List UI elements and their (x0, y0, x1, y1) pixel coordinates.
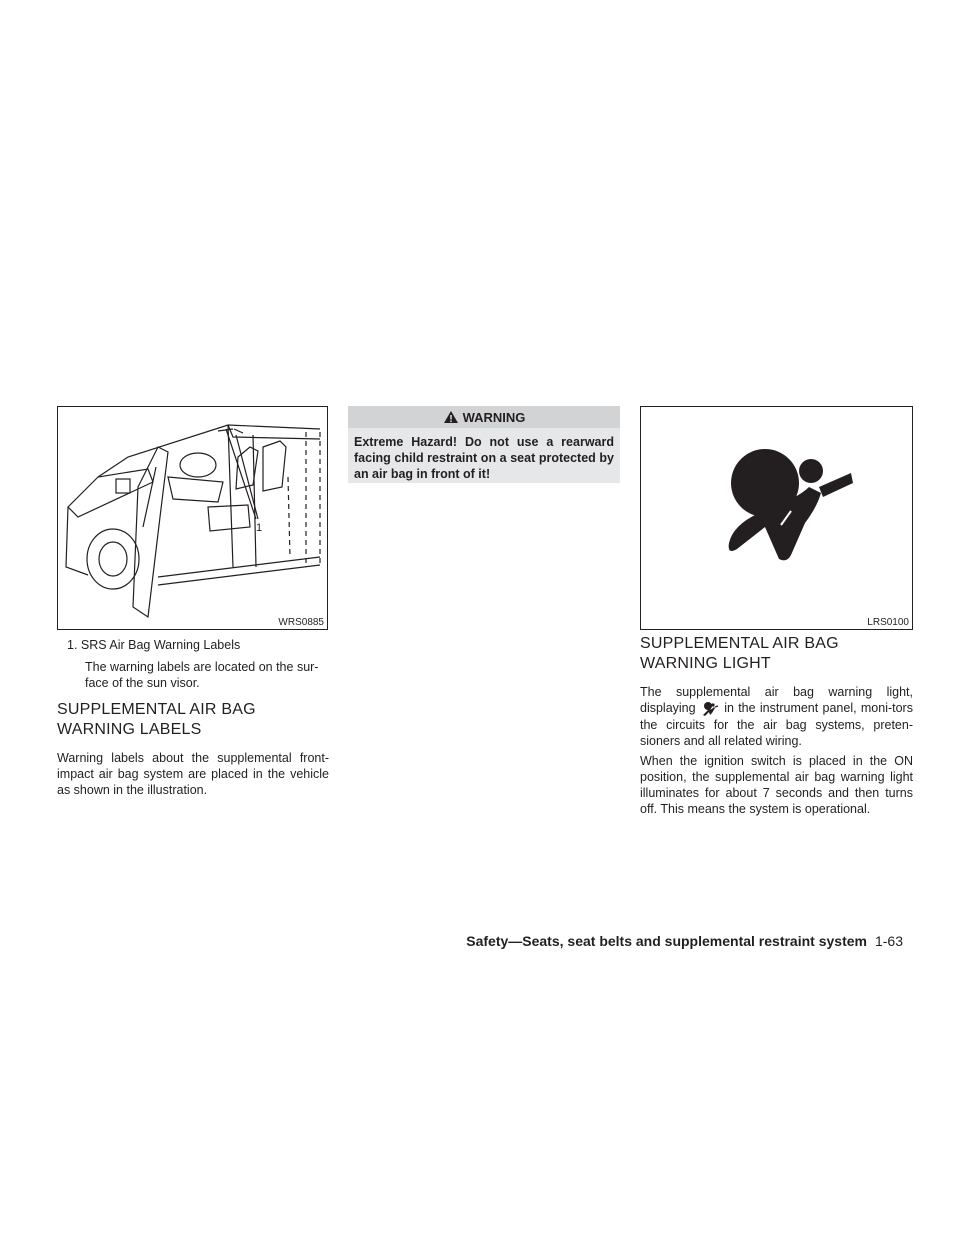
left-caption (57, 637, 329, 691)
figure-code: LRS0100 (867, 617, 909, 628)
warning-header (348, 406, 620, 428)
light-body-paragraph-1: The supplemental air bag warning light, displaying in the instrument panel, moni-tors the circuits for the air bag systems, preten-sioners and all related wiring. (640, 685, 913, 748)
labels-section (57, 700, 329, 798)
section-heading-light: SUPPLEMENTAL AIR BAG WARNING LIGHT (640, 635, 839, 672)
light-body-paragraph-2: When the ignition switch is placed in the ON position, the supplemental air bag warning light illuminates for about 7 seconds and then turns off. This means the system is operational. (640, 753, 913, 816)
caption-description: The warning labels are located on the sur-face of the sun visor. (85, 660, 319, 690)
callout-number: 1 (256, 522, 263, 534)
page-number: 1-63 (874, 933, 903, 949)
warning-title: WARNING (462, 409, 526, 425)
light-section (640, 634, 913, 817)
truck-interior-figure (57, 406, 328, 630)
warning-triangle-icon (443, 410, 459, 424)
airbag-warning-icon (641, 407, 912, 629)
section-heading-labels: SUPPLEMENTAL AIR BAG WARNING LABELS (57, 701, 256, 738)
warning-body: Extreme Hazard! Do not use a rearward facing child restraint on a seat protected by an air bag in front of it! (348, 428, 620, 483)
footer-section-title: Safety—Seats, seat belts and supplemental restraint system (466, 933, 867, 949)
airbag-warning-light-figure (640, 406, 913, 630)
page-footer (466, 933, 903, 949)
labels-body-text: Warning labels about the supplemental front-impact air bag system are placed in the vehicle as shown in the illustration. (57, 751, 329, 797)
figure-code: WRS0885 (278, 617, 324, 628)
truck-open-door-illustration (58, 407, 327, 629)
airbag-warning-icon (700, 701, 720, 717)
caption-item: 1. SRS Air Bag Warning Labels (67, 638, 241, 652)
